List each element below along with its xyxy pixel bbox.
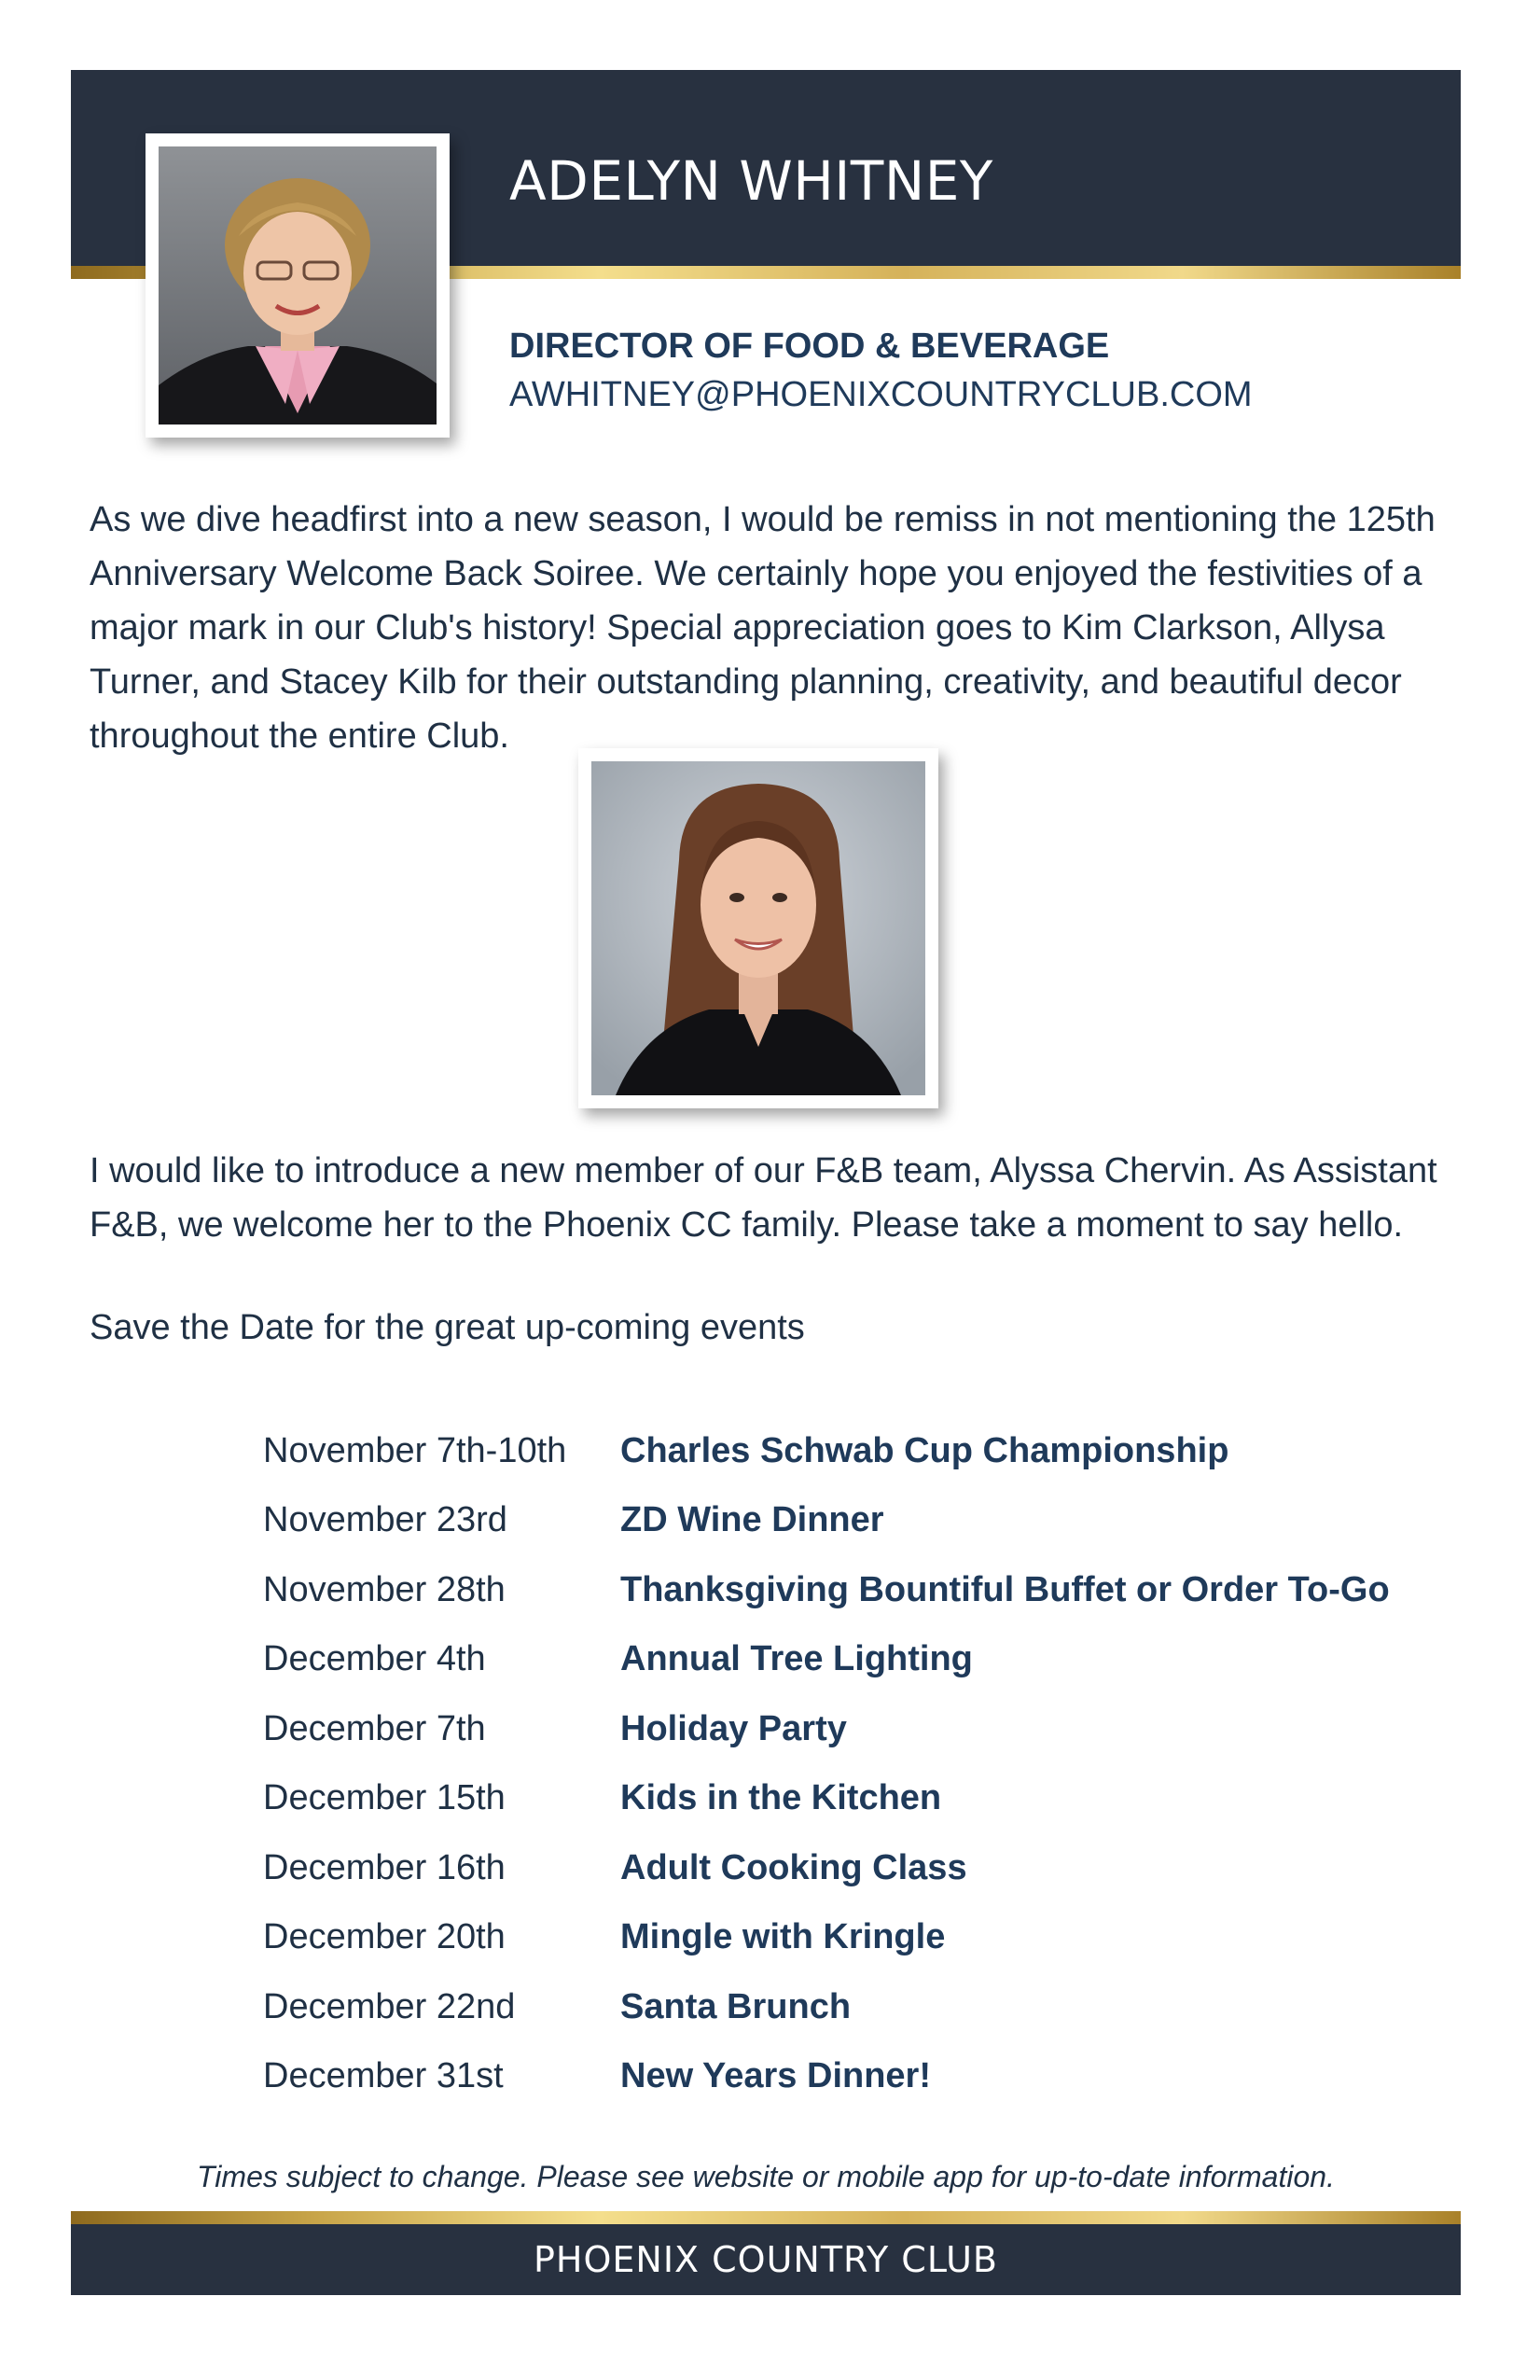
footer-band xyxy=(71,2224,1461,2295)
footer-club-name: PHOENIX COUNTRY CLUB xyxy=(533,2239,998,2280)
event-date: December 7th xyxy=(263,1708,486,1748)
intro-paragraph: As we dive headfirst into a new season, I would be remiss in not mentioning the 125th Anniversary Welcome Back Soiree. We certainly hope you enjoyed the festivities of a major mark in our Club's history! Special appreciation goes to Kim Clarkson, Allysa Turner, and Stacey Kilb for their outstanding planning, creativity, and beautiful decor throughout the entire Club. xyxy=(90,500,1436,756)
event-name: Charles Schwab Cup Championship xyxy=(620,1430,1229,1470)
event-row xyxy=(263,1486,1476,1556)
event-date: December 15th xyxy=(263,1778,506,1818)
event-row xyxy=(263,1903,1476,1973)
event-row xyxy=(263,1694,1476,1764)
staff-title: DIRECTOR OF FOOD & BEVERAGE xyxy=(509,327,1110,366)
event-row xyxy=(263,1416,1476,1486)
event-name: Kids in the Kitchen xyxy=(620,1778,942,1818)
portrait-photo-icon xyxy=(146,133,450,438)
portrait-photo-icon xyxy=(578,748,938,1108)
director-photo xyxy=(146,133,450,438)
event-row xyxy=(263,2042,1476,2112)
event-date: December 20th xyxy=(263,1917,506,1957)
event-date: December 4th xyxy=(263,1639,486,1679)
assistant-photo xyxy=(578,748,938,1108)
event-name: Santa Brunch xyxy=(620,1986,852,2026)
event-row xyxy=(263,1833,1476,1903)
event-name: Mingle with Kringle xyxy=(620,1917,946,1957)
event-row xyxy=(263,1555,1476,1625)
staff-name: ADELYN WHITNEY xyxy=(509,149,993,213)
event-row xyxy=(263,1625,1476,1695)
disclaimer: Times subject to change. Please see website or mobile app for up-to-date information. xyxy=(197,2160,1335,2193)
staff-email[interactable]: AWHITNEY@PHOENIXCOUNTRYCLUB.COM xyxy=(509,375,1253,414)
event-row xyxy=(263,1972,1476,2042)
save-the-date-heading: Save the Date for the great up-coming events xyxy=(90,1308,805,1347)
event-name: ZD Wine Dinner xyxy=(620,1500,884,1540)
event-date: November 7th-10th xyxy=(263,1430,567,1470)
event-date: December 16th xyxy=(263,1847,506,1887)
event-name: Holiday Party xyxy=(620,1708,847,1748)
introduction-paragraph: I would like to introduce a new member of our F&B team, Alyssa Chervin. As Assistant F&B, we welcome her to the Phoenix CC family. Please take a moment to say hello. xyxy=(90,1151,1437,1245)
event-date: December 22nd xyxy=(263,1986,516,2026)
event-name: New Years Dinner! xyxy=(620,2056,932,2096)
event-date: December 31st xyxy=(263,2056,504,2096)
event-date: November 28th xyxy=(263,1569,506,1609)
event-date: November 23rd xyxy=(263,1500,507,1540)
gold-divider-bottom xyxy=(71,2211,1461,2224)
events-list xyxy=(263,1416,1476,2111)
event-name: Annual Tree Lighting xyxy=(620,1639,973,1679)
event-row xyxy=(263,1764,1476,1834)
event-name: Adult Cooking Class xyxy=(620,1847,967,1887)
event-name: Thanksgiving Bountiful Buffet or Order To-Go xyxy=(620,1569,1390,1609)
